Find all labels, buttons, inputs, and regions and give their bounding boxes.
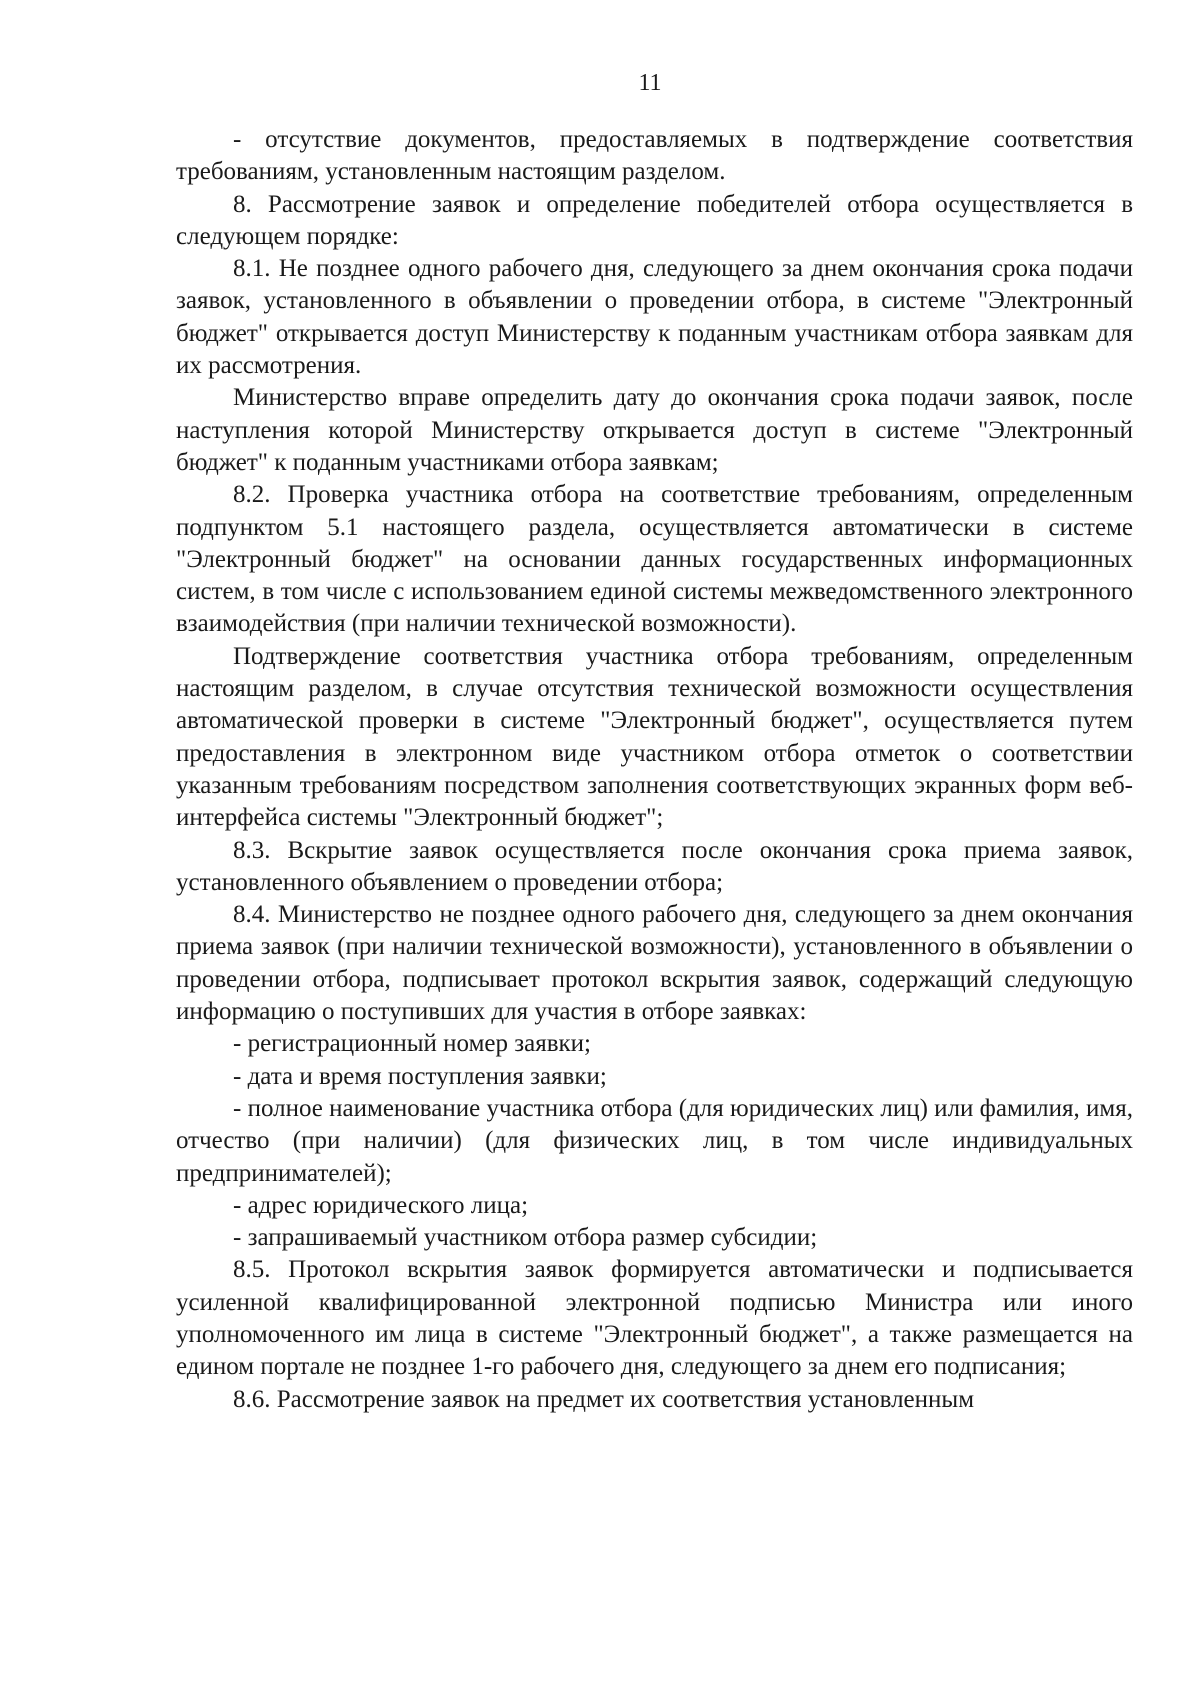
paragraph-missing-documents: - отсутствие документов, предоставляемых в подтверждение соответствия требованиям, установленным настоящим разделом.: [176, 126, 1133, 186]
list-item-date-time: - дата и время поступления заявки;: [233, 1062, 607, 1090]
list-item-legal-address: - адрес юридического лица;: [233, 1191, 529, 1219]
document-body: [176, 124, 1133, 1416]
list-item-full-name: - полное наименование участника отбора (для юридических лиц) или фамилия, имя, отчество (при наличии) (для физических лиц, в том числе индивидуальных предпринимателей);: [176, 1094, 1133, 1187]
paragraph-8: 8. Рассмотрение заявок и определение победителей отбора осуществляется в следующем порядке:: [176, 190, 1133, 250]
paragraph-8-5: 8.5. Протокол вскрытия заявок формируется автоматически и подписывается усиленной квалифицированной электронной подписью Министра или иного уполномоченного им лица в системе "Электронный бюджет", а также размещается на едином портале не позднее 1-го рабочего дня, следующего за днем его подписания;: [176, 1256, 1133, 1381]
paragraph-8-1: 8.1. Не позднее одного рабочего дня, следующего за днем окончания срока подачи заявок, установленного в объявлении о проведении отбора, в системе "Электронный бюджет" открывается доступ Министерству к поданным участникам отбора заявкам для их рассмотрения.: [176, 255, 1133, 380]
list-item-subsidy-amount: - запрашиваемый участником отбора размер субсидии;: [233, 1224, 818, 1252]
page-number: 11: [638, 70, 662, 96]
paragraph-8-3: 8.3. Вскрытие заявок осуществляется после окончания срока приема заявок, установленного объявлением о проведении отбора;: [176, 836, 1133, 896]
paragraph-8-2: 8.2. Проверка участника отбора на соответствие требованиям, определенным подпунктом 5.1 настоящего раздела, осуществляется автоматически в системе "Электронный бюджет" на основании данных государственных информационных систем, в том числе с использованием единой системы межведомственного электронного взаимодействия (при наличии технической возможности).: [176, 481, 1133, 638]
paragraph-8-6: 8.6. Рассмотрение заявок на предмет их соответствия установленным: [233, 1385, 975, 1413]
paragraph-confirmation: Подтверждение соответствия участника отбора требованиям, определенным настоящим разделом, в случае отсутствия технической возможности осуществления автоматической проверки в системе "Электронный бюджет", осуществляется путем предоставления в электронном виде участником отбора отметок о соответствии указанным требованиям посредством заполнения соответствующих экранных форм веб-интерфейса системы "Электронный бюджет";: [176, 642, 1133, 832]
paragraph-8-4: 8.4. Министерство не позднее одного рабочего дня, следующего за днем окончания приема заявок (при наличии технической возможности), установленного в объявлении о проведении отбора, подписывает протокол вскрытия заявок, содержащий следующую информацию о поступивших для участия в отборе заявках:: [176, 901, 1133, 1026]
list-item-registration-number: - регистрационный номер заявки;: [233, 1030, 591, 1058]
paragraph-ministry-date: Министерство вправе определить дату до окончания срока подачи заявок, после наступления которой Министерству открывается доступ в системе "Электронный бюджет" к поданным участниками отбора заявкам;: [176, 384, 1133, 476]
